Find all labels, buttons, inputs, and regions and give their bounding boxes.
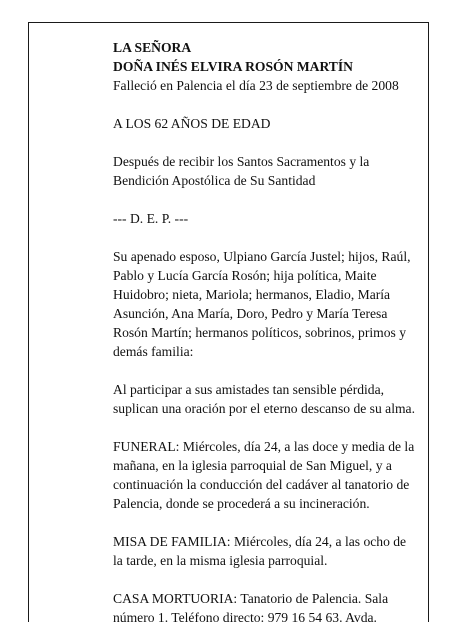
- funeral-paragraph: FUNERAL: Miércoles, día 24, a las doce y media de la mañana, en la iglesia parroquial de San Miguel, y a continuación la conducción del cadáver al tanatorio de Palencia, donde se procederá a su incineración.: [113, 439, 415, 511]
- funeral-home-paragraph: CASA MORTUORIA: Tanatorio de Palencia. Sala número 1. Teléfono directo: 979 16 54 63. Avda.: [113, 591, 389, 625]
- deceased-name: DOÑA INÉS ELVIRA ROSÓN MARTÍN: [113, 59, 353, 74]
- family-mass-paragraph: MISA DE FAMILIA: Miércoles, día 24, a las ocho de la tarde, en la misma iglesia parroquial.: [113, 534, 407, 568]
- prayer-paragraph: Al participar a sus amistades tan sensible pérdida, suplican una oración por el eterno descanso de su alma.: [113, 382, 415, 416]
- age-line: A LOS 62 AÑOS DE EDAD: [113, 116, 271, 131]
- obituary-text: [113, 38, 419, 627]
- sacraments-paragraph: Después de recibir los Santos Sacramentos y la Bendición Apostólica de Su Santidad: [113, 154, 370, 188]
- title-line: LA SEÑORA: [113, 40, 192, 55]
- death-place-date: Falleció en Palencia el día 23 de septiembre de 2008: [113, 78, 399, 93]
- family-paragraph: Su apenado esposo, Ulpiano García Justel; hijos, Raúl, Pablo y Lucía García Rosón; hija política, Maite Huidobro; nieta, Mariola; hermanos, Eladio, María Asunción, Ana María, Doro, Pedro y María Teresa Rosón Martín; hermanos políticos, sobrinos, primos y demás familia:: [113, 249, 411, 359]
- dep-line: --- D. E. P. ---: [113, 211, 189, 226]
